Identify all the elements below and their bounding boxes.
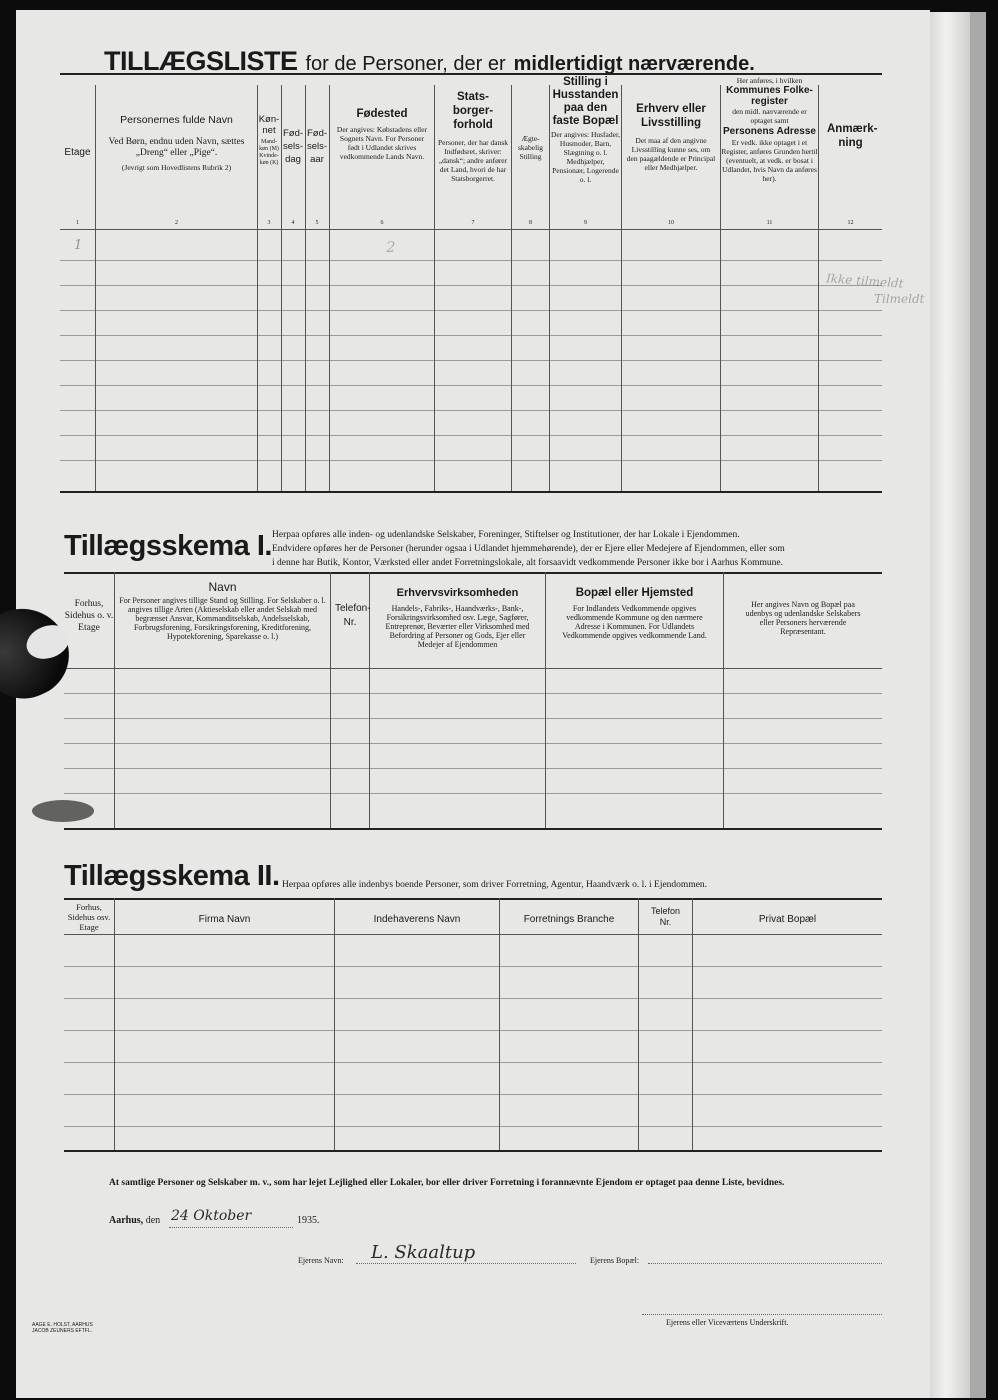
col-num-5: 5 bbox=[315, 220, 319, 226]
skema-1-header-name-title: Navn bbox=[208, 580, 237, 594]
col-header-birthplace bbox=[330, 107, 434, 161]
skema-1-description bbox=[272, 528, 884, 570]
col-header-household-sub: Der angives: Husfader, Husmoder, Barn, Slægtning o. l. Medhjælper, Pensionær, Logerende o. l. bbox=[550, 130, 621, 184]
skema-2-header-firm: Firma Navn bbox=[198, 914, 251, 925]
form-page bbox=[16, 10, 930, 1398]
attestation-text: At samtlige Personer og Selskaber m. v., som har lejet Lejlighed eller Lokaler, bor eller driver Forretning i forannævnte Ejendom er optaget paa denne Liste, bevidnes. bbox=[109, 1178, 785, 1188]
place-label: Aarhus, bbox=[109, 1215, 144, 1226]
skema-1-header-representative: Her angives Navn og Bopæl paa udenbys og udenlandske Selskabers eller Personers herværende Repræsentant. bbox=[745, 600, 861, 636]
col-header-citizenship-sub: Personer, der har dansk Indfødsret, skriver: „dansk“; andre anfører det Land, hvori de har Statsborgerret. bbox=[437, 138, 509, 183]
owner-name-label: Ejerens Navn: bbox=[298, 1256, 344, 1265]
col-num-11: 11 bbox=[766, 220, 773, 226]
skema-2-description: Herpaa opføres alle indenbys boende Personer, som driver Forretning, Agentur, Haandværk o. l. i Ejendommen. bbox=[282, 880, 708, 890]
col-header-address-title: Personens Adresse bbox=[722, 126, 816, 137]
den-label: den bbox=[145, 1215, 161, 1226]
col-num-9: 9 bbox=[584, 220, 587, 226]
col-header-name-sub: Ved Børn, endnu uden Navn, sættes „Dreng“ eller „Pige“. bbox=[108, 137, 245, 158]
col-header-citizenship-title: Stats-borger-forhold bbox=[452, 91, 494, 131]
col-num-8: 8 bbox=[529, 220, 532, 226]
handwritten-row1-etage: 1 bbox=[74, 238, 83, 253]
year-label: 1935. bbox=[297, 1215, 320, 1226]
skema-1-header-business-title: Erhvervsvirksomheden bbox=[396, 587, 519, 599]
book-binding bbox=[970, 12, 986, 1398]
skema-1-desc-line2: Endvidere opføres her de Personer (herunder ogsaa i Udlandet hjemmehørende), der er Ejere eller Medejere af Ejendommen, eller som bbox=[272, 544, 785, 554]
col-header-occupation bbox=[622, 102, 720, 172]
col-num-2: 2 bbox=[175, 220, 178, 226]
col-header-household-title: Stilling i Husstanden paa den faste Bopæl bbox=[552, 76, 619, 127]
handwritten-row1-birthplace: 2 bbox=[386, 238, 396, 256]
skema-2-header-phone: Telefon Nr. bbox=[650, 906, 681, 927]
skema-1-header-residence-title: Bopæl eller Hjemsted bbox=[575, 587, 694, 599]
col-header-address bbox=[721, 76, 818, 183]
col-header-household bbox=[550, 76, 621, 184]
skema-1-header-business bbox=[370, 586, 545, 649]
skema-1-desc-line3: i denne har Butik, Kontor, Værksted eller andet Forretningslokale, alt forsaavidt vedkommende Personer ikke bor i Aarhus Kommune. bbox=[272, 558, 784, 568]
next-page-edge bbox=[930, 12, 970, 1398]
handwritten-row3-remark: Ikke tilmeldt bbox=[825, 271, 904, 291]
skema-2-header-address: Privat Bopæl bbox=[758, 914, 817, 925]
handwritten-owner-name: L. Skaaltup bbox=[371, 1242, 476, 1263]
col-header-gender bbox=[257, 114, 281, 167]
col-header-birthyear: Fød-sels-aar bbox=[306, 128, 328, 165]
skema-1-header-residence bbox=[546, 586, 723, 640]
col-header-remarks: Anmærk-ning bbox=[827, 123, 878, 149]
col-num-6: 6 bbox=[380, 220, 384, 226]
col-num-3: 3 bbox=[267, 220, 271, 226]
col-header-name-sub2: (Jevrigt som Hovedlistens Rubrik 2) bbox=[121, 163, 232, 172]
printer-imprint: AAGE E. HOLST, AARHUS JACOB ZEUNERS EFTFL. bbox=[32, 1322, 93, 1334]
skema-1-header-etage: Forhus, Sidehus o. v. Etage bbox=[64, 599, 114, 633]
signature-label: Ejerens eller Viceværtens Underskrift. bbox=[666, 1318, 789, 1327]
skema-1-header-name-sub: For Personer angives tillige Stand og Stilling. For Selskaber o. l. angives tillige Arten (Aktieselskab eller andet Selskab med begrænset Ansvar, Kommanditselskab, Andelsselskab, Forbrugsforening, Forsikringsforening, Kreditforening, Hypotekforening, Sparekasse o. l.) bbox=[119, 596, 326, 641]
skema-2-header-etage: Forhus, Sidehus osv. Etage bbox=[67, 902, 111, 932]
col-num-10: 10 bbox=[668, 220, 674, 226]
col-num-7: 7 bbox=[471, 220, 475, 226]
skema-1-header-phone: Telefon-Nr. bbox=[335, 603, 371, 628]
handwritten-date: 24 Oktober bbox=[171, 1208, 252, 1224]
col-header-address-sub: Er vedk. ikke optaget i et Register, anføres Grunden hertil (eventuelt, at vedk. er bosat i Udlandet, hvis Navn da anføres her). bbox=[721, 138, 818, 183]
col-num-4: 4 bbox=[291, 220, 295, 226]
col-header-name-title: Personernes fulde Navn bbox=[120, 114, 233, 126]
owner-address-label: Ejerens Bopæl: bbox=[590, 1256, 640, 1265]
col-header-occupation-sub: Det maa af den angivne Livsstilling kunne ses, om den paagældende er Principal eller Medhjælper. bbox=[626, 136, 716, 172]
col-header-birthday: Fød-sels-dag bbox=[282, 128, 304, 165]
skema-1-header-residence-sub: For Indlandets Vedkommende opgives vedkommende Kommune og den nærmere Adresse i Kommunen. For Udlandets Vedkommende opgives vedkommende Land. bbox=[562, 604, 707, 640]
ink-stain bbox=[32, 800, 94, 822]
title-end: midlertidigt nærværende. bbox=[513, 53, 755, 75]
skema-1-header-business-sub: Handels-, Fabriks-, Haandværks-, Bank-, Forsikringsvirksomhed osv. Læge, Sagfører, Entreprenør, Beværter eller Virksomhed med Befordring af Personer og Gods, Ejer eller Medejer af Ejendommen bbox=[385, 604, 530, 649]
col-header-name bbox=[96, 114, 257, 172]
col-header-citizenship bbox=[435, 90, 511, 183]
col-header-marital: Ægte-skabelig Stilling bbox=[518, 134, 543, 161]
skema-1-title: Tillægsskema I. bbox=[64, 530, 272, 562]
col-header-gender-sub: Mand-køn (M) Kvinde-køn (K) bbox=[259, 139, 279, 166]
col-header-address-submid: Kommunes Folke-register bbox=[726, 85, 813, 107]
skema-2-header-owner: Indehaverens Navn bbox=[373, 914, 461, 925]
col-header-address-submid2: den midl. nærværende er optaget samt bbox=[732, 107, 807, 125]
col-num-1: 1 bbox=[76, 220, 79, 226]
col-header-occupation-title: Erhverv eller Livsstilling bbox=[636, 103, 706, 129]
skema-1-desc-line1: Herpaa opføres alle inden- og udenlandske Selskaber, Foreninger, Stiftelser og Institutioner, der har Lokale i Ejendommen. bbox=[272, 530, 740, 540]
col-header-address-subtop: Her anføres, i hvilken bbox=[736, 76, 803, 85]
skema-2-header-branch: Forretnings Branche bbox=[523, 914, 615, 925]
handwritten-row3-remark2: Tilmeldt bbox=[874, 292, 925, 306]
title-bold: TILLÆGSLISTE bbox=[104, 46, 298, 76]
col-header-birthplace-sub: Der angives: Købstadens eller Sognets Navn. For Personer født i Udlandet skrives vedkommende Lands Navn. bbox=[336, 125, 428, 161]
col-header-gender-title: Køn-net bbox=[258, 114, 280, 136]
col-num-12: 12 bbox=[847, 220, 854, 226]
title-mid: for de Personer, der er bbox=[305, 53, 506, 75]
skema-1-header-name bbox=[115, 580, 330, 641]
col-header-birthplace-title: Fødested bbox=[356, 108, 408, 120]
place-date-line bbox=[109, 1215, 160, 1226]
skema-2-title: Tillægsskema II. bbox=[64, 860, 280, 892]
col-header-etage: Etage bbox=[64, 147, 91, 158]
